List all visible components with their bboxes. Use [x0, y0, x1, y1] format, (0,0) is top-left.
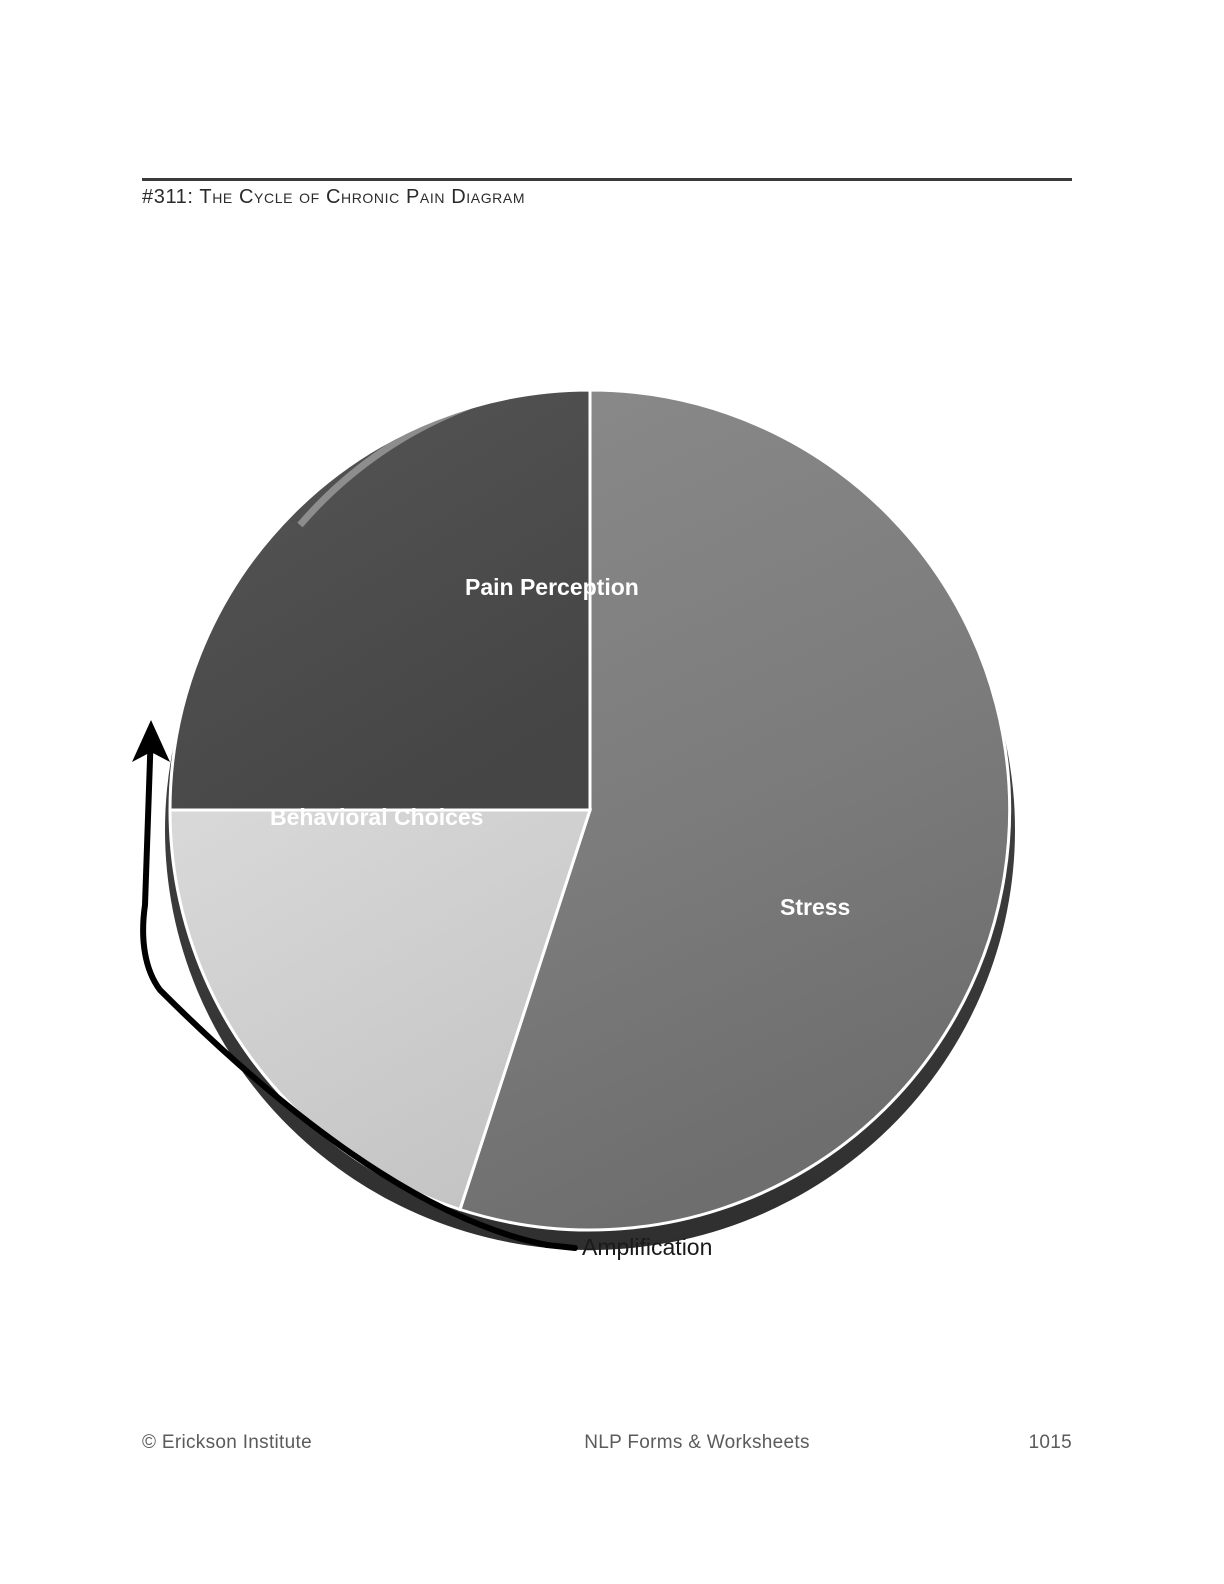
slice-label-stress: Stress — [780, 894, 851, 920]
page-title-text: The Cycle of Chronic Pain Diagram — [199, 186, 526, 208]
page-footer — [142, 1432, 1072, 1454]
header-divider — [142, 178, 1072, 181]
footer-title: NLP Forms & Worksheets — [584, 1432, 810, 1453]
slice-label-behavioral-choices: Behavioral Choices — [270, 804, 484, 830]
annotation-label-amplification: Amplification — [582, 1234, 713, 1260]
page-title — [142, 186, 525, 209]
footer-copyright: © Erickson Institute — [142, 1432, 312, 1453]
slice-label-pain-perception: Pain Perception — [465, 574, 639, 600]
page-title-code: #311: — [142, 186, 194, 208]
chronic-pain-pie-figure — [120, 290, 1100, 1290]
footer-page-number: 1015 — [1028, 1432, 1072, 1453]
